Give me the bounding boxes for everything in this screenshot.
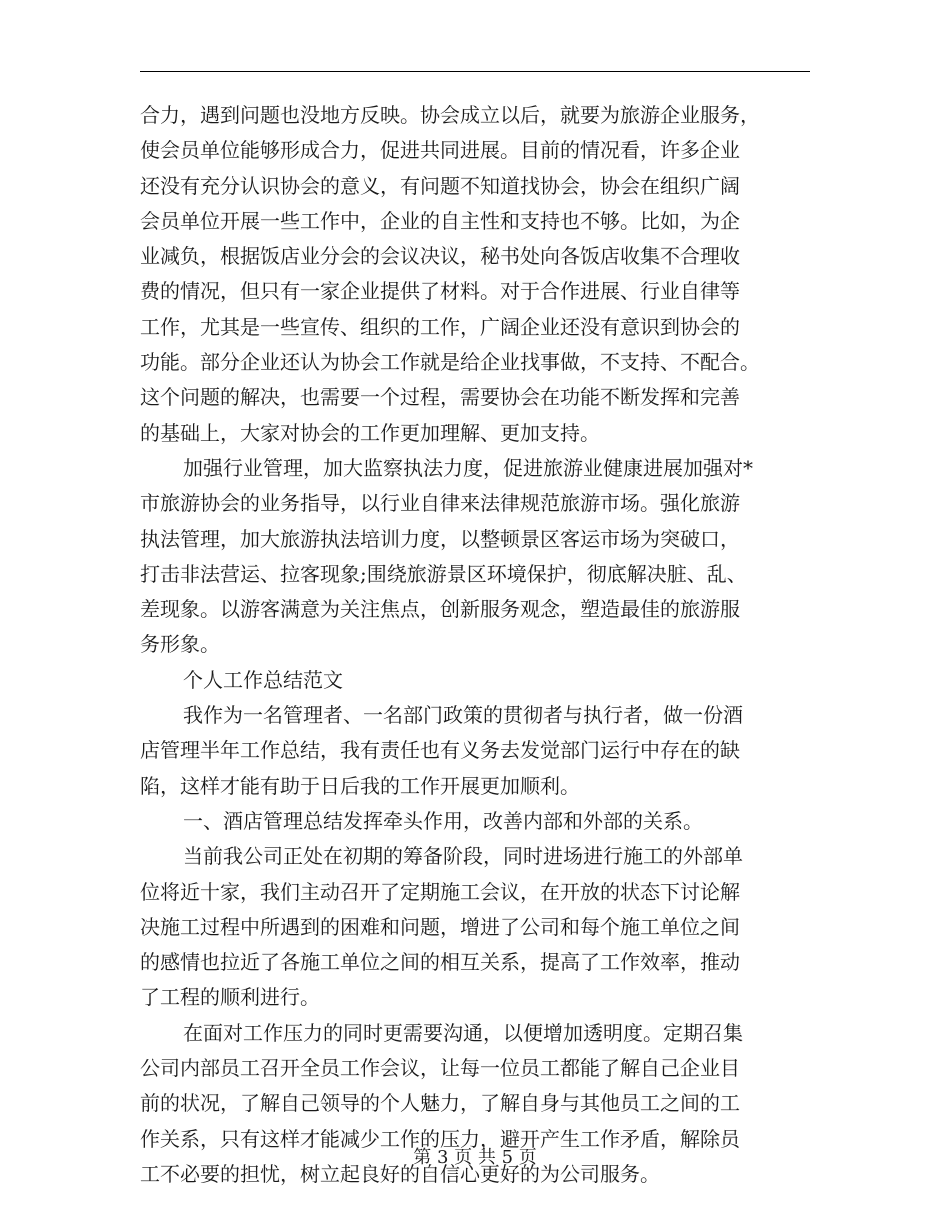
text-line: 差现象。以游客满意为关注焦点，创新服务观念，塑造最佳的旅游服 [140,597,740,622]
text-line: 工作，尤其是一些宣传、组织的工作，广阔企业还没有意识到协会的 [140,314,740,339]
page-footer: 第 3 页 共 5 页 [413,1147,537,1168]
text-line: 务形象。 [140,632,220,657]
text-line: 决施工过程中所遇到的困难和问题，增进了公司和每个施工单位之间 [140,914,740,939]
text-line: 的感情也拉近了各施工单位之间的相互关系，提高了工作效率，推动 [140,950,740,975]
text-line: 前的状况，了解自己领导的个人魅力，了解自身与其他员工之间的工 [140,1091,740,1116]
text-line: 合力，遇到问题也没地方反映。协会成立以后，就要为旅游企业服务， [140,103,760,127]
text-line: 还没有充分认识协会的意义，有问题不知道找协会，协会在组织广阔 [140,173,740,198]
paragraph-first-line: 加强行业管理，加大监察执法力度，促进旅游业健康进展加强对* [183,455,753,480]
text-line: 费的情况，但只有一家企业提供了材料。对于合作进展、行业自律等 [140,279,740,304]
text-line: 了工程的顺利进行。 [140,985,320,1010]
paragraph-first-line: 个人工作总结范文 [183,667,343,692]
paragraph-first-line: 一、酒店管理总结发挥牵头作用，改善内部和外部的关系。 [183,808,703,833]
text-line: 会员单位开展一些工作中，企业的自主性和支持也不够。比如，为企 [140,208,740,233]
text-line: 执法管理，加大旅游执法培训力度，以整顿景区客运市场为突破口， [140,526,740,551]
text-line: 陷，这样才能有助于日后我的工作开展更加顺利。 [140,773,580,798]
text-line: 市旅游协会的业务指导，以行业自律来法律规范旅游市场。强化旅游 [140,491,740,516]
text-line: 功能。部分企业还认为协会工作就是给企业找事做，不支持、不配合。 [140,350,760,375]
paragraph-first-line: 我作为一名管理者、一名部门政策的贯彻者与执行者，做一份酒 [183,703,743,728]
text-line: 位将近十家，我们主动召开了定期施工会议，在开放的状态下讨论解 [140,879,740,904]
text-line: 作关系，只有这样才能减少工作的压力，避开产生工作矛盾，解除员 [140,1126,740,1151]
header-rule [140,71,810,72]
text-line: 公司内部员工召开全员工作会议，让每一位员工都能了解自己企业目 [140,1056,740,1081]
text-line: 使会员单位能够形成合力，促进共同进展。目前的情况看，许多企业 [140,138,740,163]
text-line: 店管理半年工作总结，我有责任也有义务去发觉部门运行中存在的缺 [140,738,740,763]
text-line: 业减负，根据饭店业分会的会议决议，秘书处向各饭店收集不合理收 [140,244,740,269]
document-body [140,98,830,1192]
text-line: 的基础上，大家对协会的工作更加理解、更加支持。 [140,420,600,445]
text-line: 工不必要的担忧，树立起良好的自信心更好的为公司服务。 [140,1161,660,1186]
text-line: 打击非法营运、拉客现象;围绕旅游景区环境保护，彻底解决脏、乱、 [140,561,747,586]
paragraph-first-line: 当前我公司正处在初期的筹备阶段，同时进场进行施工的外部单 [183,844,743,869]
paragraph-first-line: 在面对工作压力的同时更需要沟通，以便增加透明度。定期召集 [183,1020,743,1045]
text-line: 这个问题的解决，也需要一个过程，需要协会在功能不断发挥和完善 [140,385,740,410]
